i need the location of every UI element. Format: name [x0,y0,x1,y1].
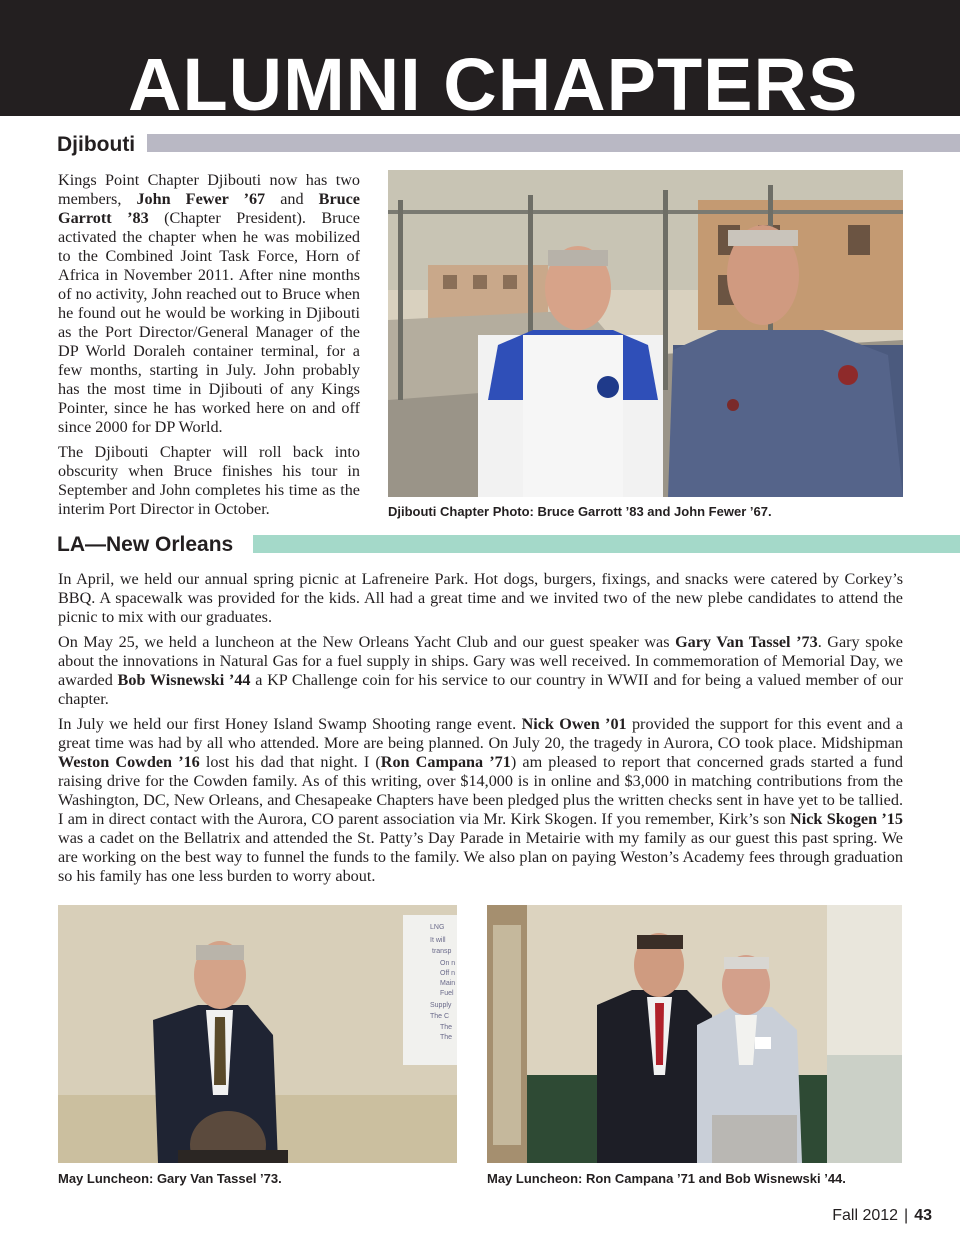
text-run: In July we held our first Honey Island Swamp Shooting range event. [58,715,522,733]
bold-name: John Fewer ’67 [136,190,266,208]
bold-name: Bruce Garrott ’83 [58,190,360,227]
text-run: a KP Challenge coin for his service to our country in WWII and for being a valued member of our chapter. [58,671,903,708]
new-orleans-heading: LA—New Orleans [57,533,234,556]
slide-line: transp [432,948,452,955]
bold-name: Gary Van Tassel ’73 [675,633,818,651]
text-run: Kings Point Chapter Djibouti now has two members, [58,171,360,208]
article-paragraph [58,633,903,709]
slide-line: Main [440,980,456,987]
new-orleans-article-text [58,570,903,892]
new-orleans-section-rule [253,535,960,553]
luncheon-speaker-caption: May Luncheon: Gary Van Tassel ’73. [58,1171,282,1186]
slide-line: Supply [430,1002,452,1009]
slide-line: It will [430,937,446,944]
luncheon-pair-photo [487,905,902,1163]
bold-name: Bob Wisnewski ’44 [117,671,251,689]
bold-name: Nick Owen ’01 [521,715,627,733]
page-number: 43 [914,1207,932,1224]
header-banner [0,0,960,116]
luncheon-speaker-photo [58,905,457,1163]
text-run: The Djibouti Chapter will roll back into obscurity when Bruce finishes his tour in September and John completes his time as the interim Port Director in October. [58,443,360,518]
article-paragraph [58,443,360,519]
djibouti-chapter-photo [388,170,903,497]
slide-line: Off n [440,970,456,977]
text-run: ) am pleased to report that concerned grads started a fund raising drive for the Cowden family. As of this writing, over $14,000 is in online and $3,000 in matching contributions from the Washington, DC, New Orleans, and Chesapeake Chapters have been pledged plus the written checks sent in have yet to be tallied. I am in direct contact with the Aurora, CO parent association via Mr. Kirk Skogen. If you remember, Kirk’s son [58,753,904,828]
text-run: and [265,190,319,208]
djibouti-heading: Djibouti [57,133,136,156]
text-run: (Chapter President). Bruce activated the chapter when he was mobilized to the Combined Joint Task Force, Horn of Africa in November 2011. After nine months of no activity, John reached out to Bruce when he found out he would be working in Djibouti as the Port Director/General Manager of the DP World Doraleh container terminal, for a few months, starting in July. John probably has the most time in Djibouti of any Kings Pointer, since he has worked here on and off since 2000 for DP World. [58,209,360,436]
page-title: ALUMNI CHAPTERS [128,43,859,116]
slide-line: On n [440,960,456,967]
djibouti-photo-caption: Djibouti Chapter Photo: Bruce Garrott ’83 and John Fewer ’67. [388,504,772,519]
bold-name: Ron Campana ’71 [380,753,511,771]
issue-label: Fall 2012 [832,1207,899,1224]
article-paragraph [58,171,360,437]
luncheon-pair-caption: May Luncheon: Ron Campana ’71 and Bob Wisnewski ’44. [487,1171,846,1186]
slide-line: Fuel [440,990,454,997]
text-run: provided the support for this event and a great time was had by all who attended. More are being planned. On July 20, the tragedy in Aurora, CO took place. Midshipman [58,715,903,752]
slide-line: The [440,1024,453,1031]
text-run: . Gary spoke about the innovations in Natural Gas for a fuel supply in ships. Gary was well received. In commemoration of Memorial Day, we awarded [58,633,903,689]
text-run: In April, we held our annual spring picnic at Lafreneire Park. Hot dogs, burgers, fixings, and snacks were catered by Corkey’s BBQ. A spacewalk was provided for the kids. All had a great time and we invited two of the new plebe candidates to attend the picnic to mix with our graduates. [58,570,903,626]
text-run: was a cadet on the Bellatrix and attended the St. Patty’s Day Parade in Metairie with my family as our guest this past spring. We are working on the best way to funnel the funds to the family. We also plan on paying Weston’s Academy fees through graduation so his family has one less burden to worry about. [58,829,903,885]
bold-name: Weston Cowden ’16 [58,753,200,771]
article-paragraph [58,570,903,627]
slide-line: LNG [430,924,445,931]
slide-line: The C [430,1013,450,1020]
article-paragraph [58,715,903,886]
text-run: On May 25, we held a luncheon at the New Orleans Yacht Club and our guest speaker was [58,633,676,651]
bold-name: Nick Skogen ’15 [790,810,903,828]
djibouti-section-rule [147,134,960,152]
djibouti-article-text [58,171,360,525]
slide-line: The [440,1034,453,1041]
text-run: lost his dad that night. I ( [199,753,381,771]
page-footer: Fall 2012 | 43 [832,1207,932,1224]
